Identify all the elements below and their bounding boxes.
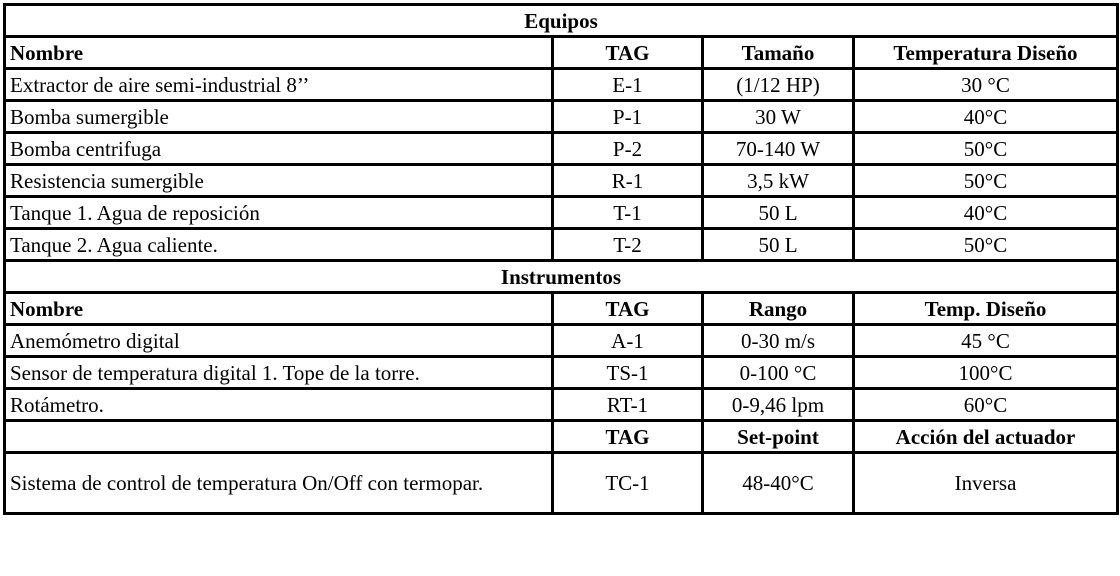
header-empty bbox=[5, 421, 553, 453]
cell-temperatura: 50°C bbox=[854, 133, 1118, 165]
cell-temperatura: 30 °C bbox=[854, 69, 1118, 101]
cell-tag: E-1 bbox=[553, 69, 703, 101]
cell-temperatura: 40°C bbox=[854, 197, 1118, 229]
table-row bbox=[5, 357, 1118, 389]
section-title-equipos: Equipos bbox=[5, 5, 1118, 37]
cell-nombre: Sensor de temperatura digital 1. Tope de la torre. bbox=[5, 357, 553, 389]
cell-tag: T-1 bbox=[553, 197, 703, 229]
header-rango: Rango bbox=[703, 293, 854, 325]
cell-temperatura: 60°C bbox=[854, 389, 1118, 421]
table-row bbox=[5, 453, 1118, 514]
table-row bbox=[5, 325, 1118, 357]
cell-temperatura: 50°C bbox=[854, 165, 1118, 197]
cell-rango: 0-9,46 lpm bbox=[703, 389, 854, 421]
cell-nombre: Sistema de control de temperatura On/Off con termopar. bbox=[5, 453, 553, 514]
table-row bbox=[5, 133, 1118, 165]
cell-tamano: 3,5 kW bbox=[703, 165, 854, 197]
cell-tamano: 70-140 W bbox=[703, 133, 854, 165]
cell-temperatura: 50°C bbox=[854, 229, 1118, 261]
cell-nombre: Tanque 1. Agua de reposición bbox=[5, 197, 553, 229]
cell-nombre: Tanque 2. Agua caliente. bbox=[5, 229, 553, 261]
header-tag: TAG bbox=[553, 293, 703, 325]
equipment-table bbox=[3, 3, 1119, 515]
cell-tag: T-2 bbox=[553, 229, 703, 261]
cell-nombre: Resistencia sumergible bbox=[5, 165, 553, 197]
table-row bbox=[5, 197, 1118, 229]
cell-nombre: Extractor de aire semi-industrial 8’’ bbox=[5, 69, 553, 101]
header-tag: TAG bbox=[553, 421, 703, 453]
table-row bbox=[5, 229, 1118, 261]
header-tamano: Tamaño bbox=[703, 37, 854, 69]
cell-tamano: 50 L bbox=[703, 229, 854, 261]
cell-rango: 0-30 m/s bbox=[703, 325, 854, 357]
section-row-instrumentos bbox=[5, 261, 1118, 293]
cell-accion: Inversa bbox=[854, 453, 1118, 514]
table-row bbox=[5, 69, 1118, 101]
cell-set-point: 48-40°C bbox=[703, 453, 854, 514]
cell-tag: P-2 bbox=[553, 133, 703, 165]
table-row bbox=[5, 101, 1118, 133]
cell-tamano: 30 W bbox=[703, 101, 854, 133]
header-temp-diseno: Temp. Diseño bbox=[854, 293, 1118, 325]
cell-tag: TS-1 bbox=[553, 357, 703, 389]
cell-tamano: (1/12 HP) bbox=[703, 69, 854, 101]
cell-tag: P-1 bbox=[553, 101, 703, 133]
cell-nombre: Bomba centrifuga bbox=[5, 133, 553, 165]
table-row bbox=[5, 165, 1118, 197]
cell-temperatura: 100°C bbox=[854, 357, 1118, 389]
header-nombre: Nombre bbox=[5, 37, 553, 69]
cell-nombre: Rotámetro. bbox=[5, 389, 553, 421]
cell-tag: RT-1 bbox=[553, 389, 703, 421]
cell-nombre: Bomba sumergible bbox=[5, 101, 553, 133]
cell-tamano: 50 L bbox=[703, 197, 854, 229]
header-row-control bbox=[5, 421, 1118, 453]
header-row-equipos bbox=[5, 37, 1118, 69]
header-set-point: Set-point bbox=[703, 421, 854, 453]
cell-tag: R-1 bbox=[553, 165, 703, 197]
section-title-instrumentos: Instrumentos bbox=[5, 261, 1118, 293]
cell-nombre: Anemómetro digital bbox=[5, 325, 553, 357]
header-row-instrumentos bbox=[5, 293, 1118, 325]
header-temperatura-diseno: Temperatura Diseño bbox=[854, 37, 1118, 69]
cell-temperatura: 40°C bbox=[854, 101, 1118, 133]
header-tag: TAG bbox=[553, 37, 703, 69]
cell-tag: TC-1 bbox=[553, 453, 703, 514]
header-accion-actuador: Acción del actuador bbox=[854, 421, 1118, 453]
table-row bbox=[5, 389, 1118, 421]
section-row-equipos bbox=[5, 5, 1118, 37]
cell-temperatura: 45 °C bbox=[854, 325, 1118, 357]
header-nombre: Nombre bbox=[5, 293, 553, 325]
cell-tag: A-1 bbox=[553, 325, 703, 357]
cell-rango: 0-100 °C bbox=[703, 357, 854, 389]
